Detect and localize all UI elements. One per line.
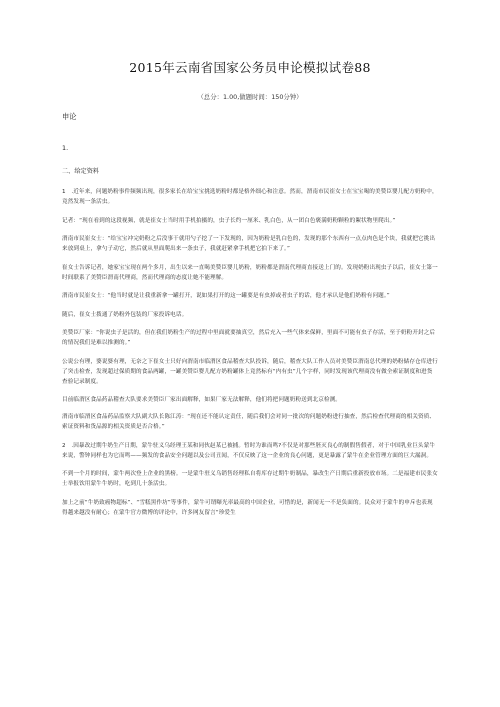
document-title: 2015年云南省国家公务员申论模拟试卷88 [129, 60, 371, 75]
paragraph-gap [62, 320, 438, 328]
paragraph-gap [62, 226, 438, 234]
paragraph-gap [62, 387, 438, 395]
paragraph: 记者：“现在看到的这段视频，就是崔女士当时用手机拍摄的，虫子长约一厘米、乳白色，从一团白色褒満奶粉颗粒的絮状物里爬出。” [62, 217, 396, 224]
paragraph-gap [62, 432, 438, 440]
paragraph: 崔女士告诉记者，她家宝宝现在两个多月，出生以来一直喝美赞臣婴儿奶粉，奶粉都是渭南代理商直接送上门的。发现奶粉出现虫子以后，崔女士第一时间联系了美赞臣渭南代理商，然而代理商的态度让她不能理解。 [62, 264, 438, 281]
paragraph-gap [62, 254, 438, 262]
paragraph-gap [62, 490, 438, 498]
paragraph: 1 .近年来，问题奶粉事件频频出现，很多家长在给宝宝挑选奶粉时都是格外细心和注意。然而，渭南市民崔女士在宝宝喝的美赞臣婴儿配方奶粉中，竟然发现一条活虫。 [62, 189, 438, 206]
paragraph: 2 .因暴改过期牛奶生产日期，蒙牛驻义乌经理王某和同伙赵某已被捕。暂时为谁而鸣?不仅是对那些胚灭良心的制假售假者，对于中国乳业巨头蒙牛来说，警钟同样也为它而鸣——频发的食品安全问题以及公司丑闻，不仅反映了这一企业的良心问题，更是暴露了蒙牛在企业管理方面的巨大漏洞。 [62, 442, 436, 459]
paragraph-list [62, 187, 438, 518]
paragraph: 美赞臣厂家：“你说虫子是活的，但在我们奶粉生产的过程中里面就要抽真空，然后充入一些气体来保鲜，里面不可能有虫子存活，至于奶粉开封之后的情况我们是难以推测的。” [62, 329, 436, 347]
paragraph: 公说公有理，婆说婆有理，无奈之下崔女士只好向渭南市临渭区食品稽查大队投诉，随后，稽查大队工作人员对美赞臣渭南总代理的奶粉储存仓库进行了突击检查，发现超过保质期的食品两罐，一罐美赞臣婴儿配方奶粉罐体上竟然标有“内有虫”几个字样，同时发现该代理商没有做全索证制度和进货查验记录制度。 [62, 358, 438, 385]
paragraph-gap [62, 301, 438, 309]
paragraph-gap [62, 348, 438, 356]
paragraph-gap [62, 461, 438, 469]
paragraph: 渭南市民崔女士：“他当时就是让我重新拿一罐打开，说如果打开的这一罐要是有虫掉或者虫子的话，他才承认是他们奶粉有问题。” [62, 293, 390, 300]
paragraph: 加上之前“牛奶致癌物超标”、“雪糕黑作坊”等事件，蒙牛可谓曝光率最高的中国企业，可惜的是，新闻无一不是负面的。民众对于蒙牛的申斥也表现得越来越没有耐心；在蒙牛官方微博的评论中，许多网友留言“珍爱生 [62, 499, 433, 517]
section-heading: 申论 [62, 112, 77, 121]
paragraph: 目前临渭区食品药品稽查大队要求美赞臣厂家出面解释，如果厂家无法解释，他们将把问题奶粉送到北京检测。 [62, 397, 341, 404]
paragraph: 渭南市民崔女士：“给宝宝冲完奶粉之后没事干就用勺子挖了一下发现的，因为奶粉是乳白色的，发现的那个东西有一点点肉色是个块，我就把它挑出来放到桌上，拿勺子动它，然后就从里面爬出来一条虫子，我就赶紧拿手机把它拍下来了。” [62, 235, 436, 253]
paragraph-gap [62, 283, 438, 291]
paragraph: 不到一个月的时间，蒙牛两次登上企业的黑榜。一是蒙牛驻义乌销售经理私自将库存过期牛奶制品，暴改生产日期后重新投放市场。二是福建市民张女士举报饮用蒙牛牛奶时，吃到几十条活虫。 [62, 471, 438, 488]
document-subtitle: （总分：1.00,做题时间：150分钟） [197, 93, 303, 101]
paragraph-gap [62, 207, 438, 215]
document-body [62, 112, 438, 518]
question-number: 1. [62, 144, 69, 152]
part-heading: 二、给定资料 [62, 168, 100, 175]
paragraph: 随后，崔女士拨通了奶粉外包装的厂家投诉电话。 [62, 311, 188, 318]
paragraph: 渭南市临渭区食品药品监察大队副大队长陈江涛：“现在还不能认定责任，随后我们会对同一批次的问题奶粉进行抽查，然后检查代理商的相关资质、索证资料和货品源的相关资质是否合格。” [62, 414, 436, 431]
